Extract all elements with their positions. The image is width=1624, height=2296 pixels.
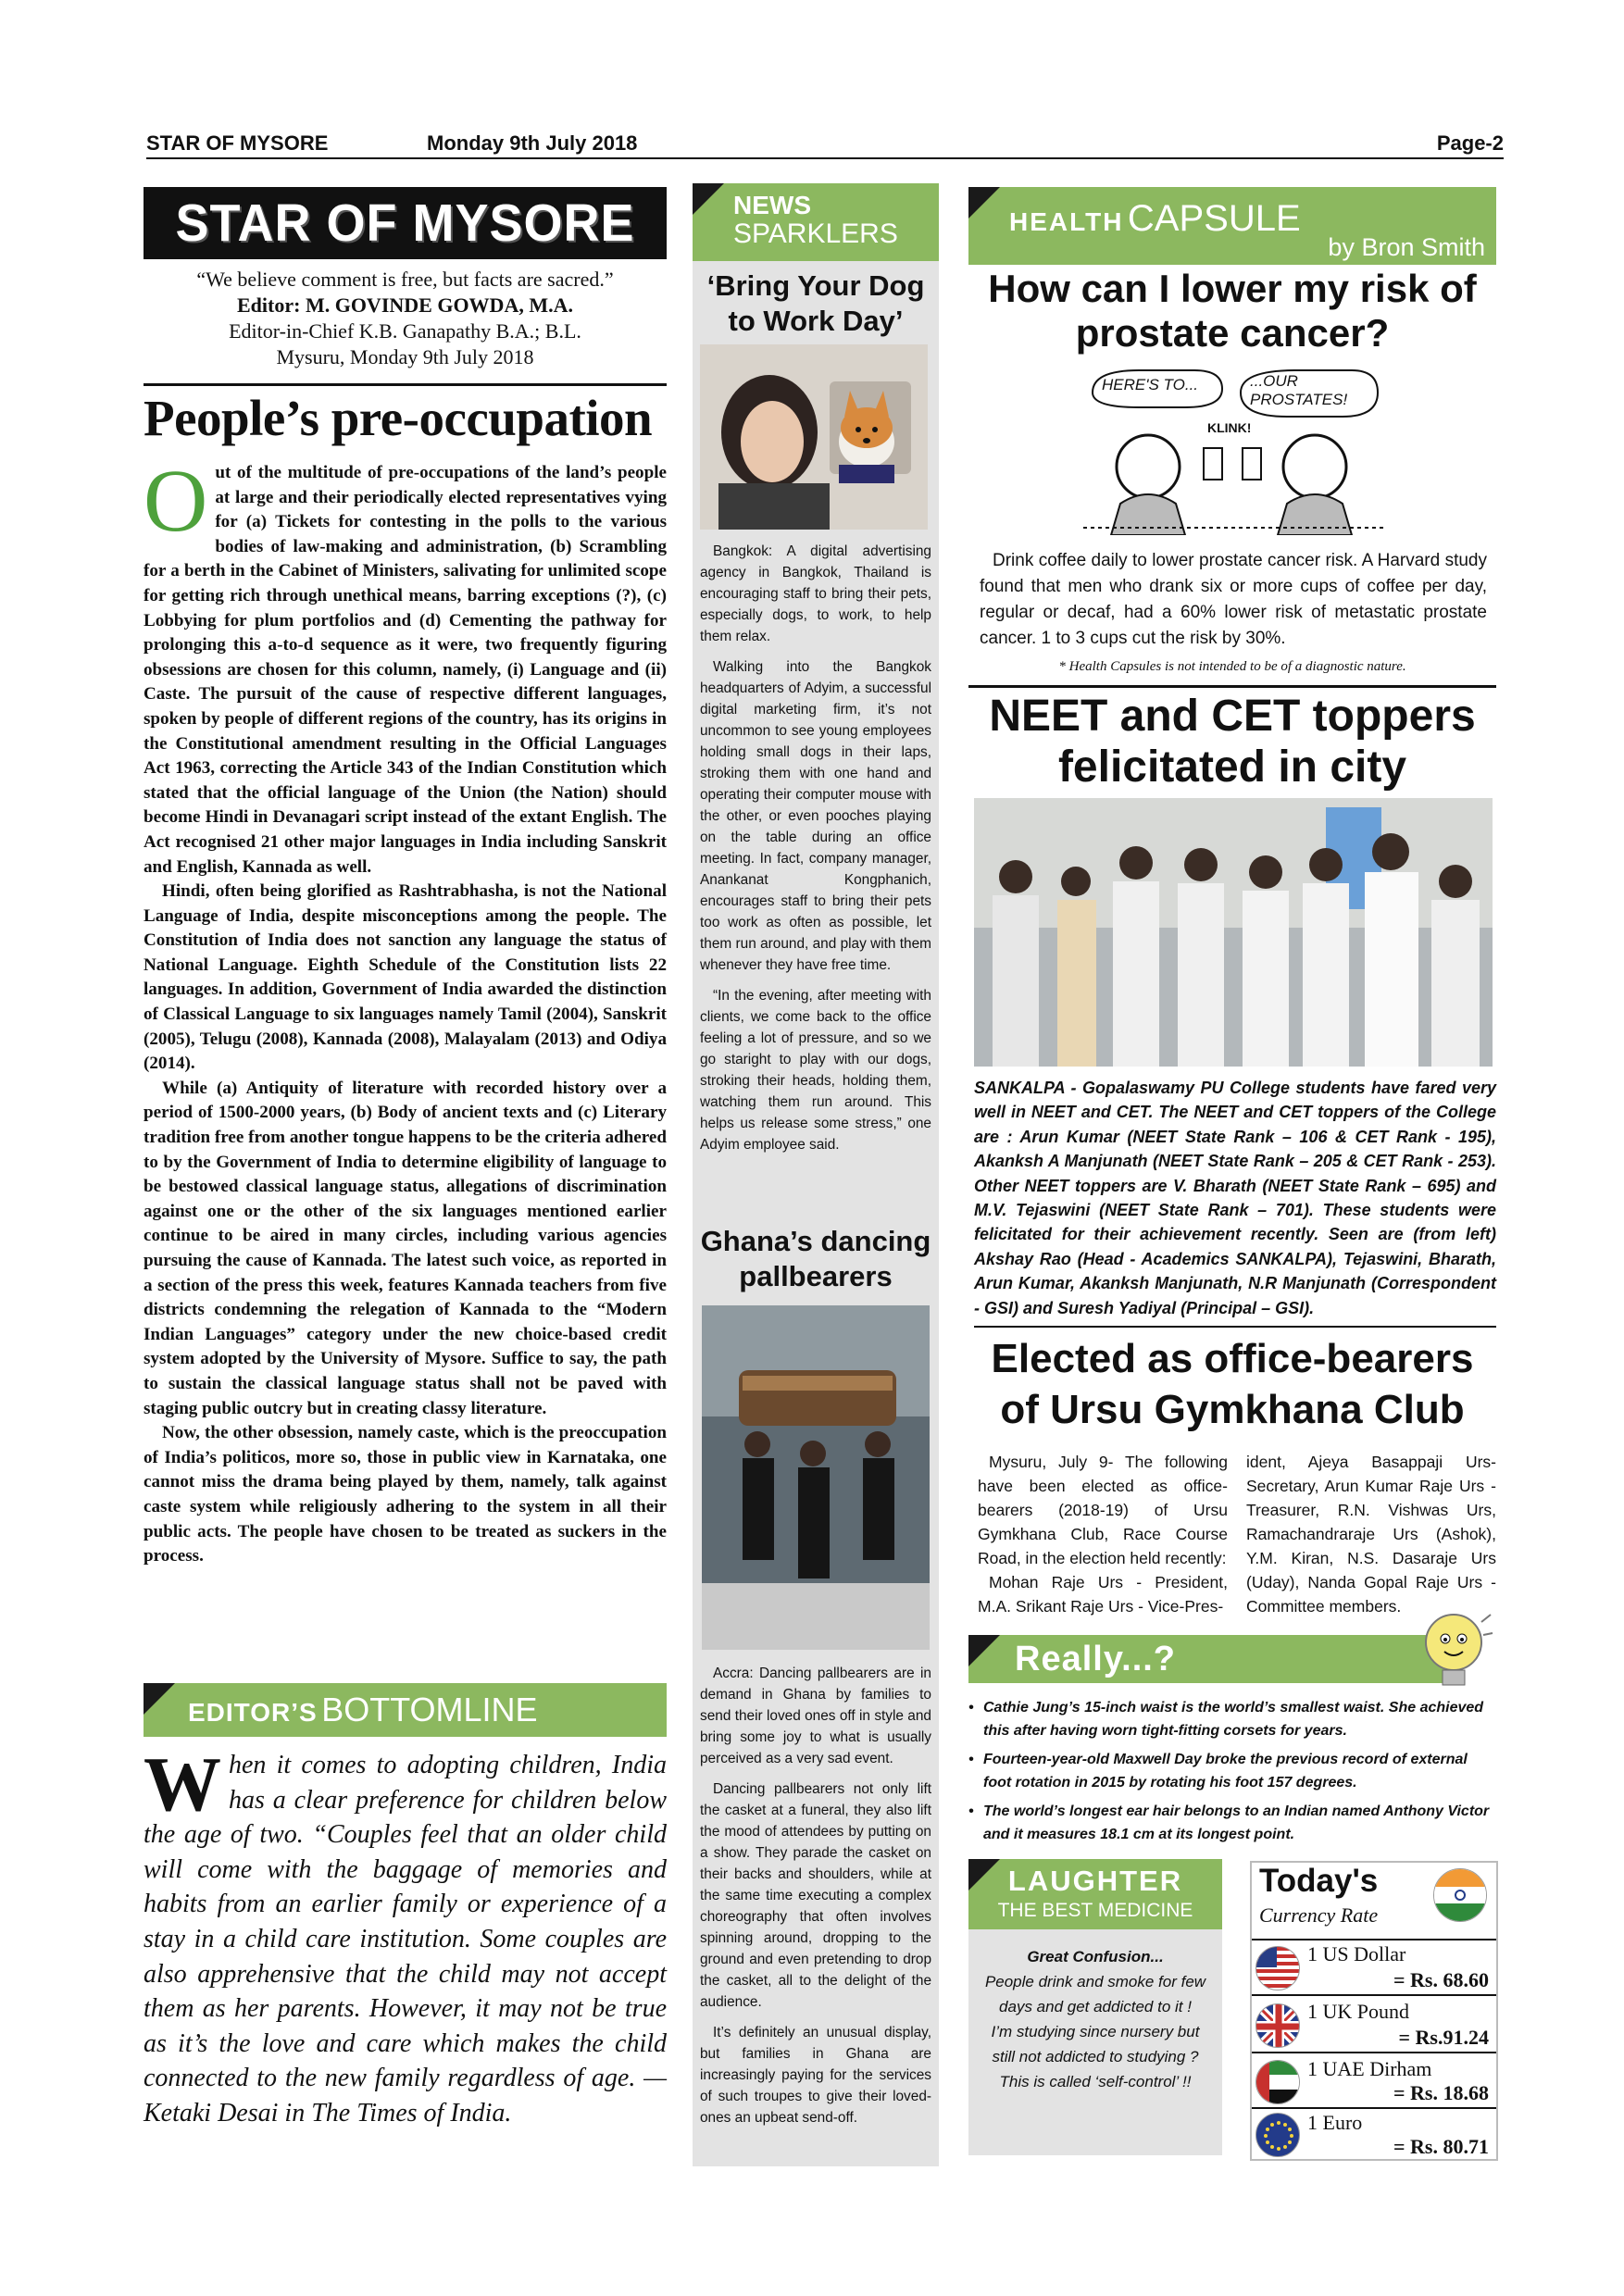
health-byline: by Bron Smith [1328,233,1485,261]
news-label-b: SPARKLERS [733,218,898,249]
bottomline-banner [144,1683,667,1737]
editorial-para-2: Hindi, often being glorified as Rashtrabhasha, is not the National Language of India, despite misconceptions among the people. The Constitution of India does not sanction any language the status of National Language. Eighth Schedule of the Constitution lists 22 languages. In addition, Government of India awarded the distinction of Classical Language to six languages namely Tamil (2004), Sanskrit (2005), Telugu (2008), Kannada (2008), Malayalam (2013) and Odiya (2014). [144,881,667,1074]
dog-para-2: Walking into the Bangkok headquarters of Adyim, a successful digital marketing firm, it’s not uncommon to see young employees holding small dogs in their laps, stroking them with one hand and operating their computer mouse with the other, or even pooches playing on the table during an office meeting. In fact, company manager, Anankanat Kongphanich, encourages staff to bring their pets too work as often as possible, let them run around, and play with them whenever they have free time. [700,659,931,973]
editorial-para-1: ut of the multitude of pre-occupations of the land’s people at large and their periodically elected representatives vying for (a) Tickets for contesting in the polls to the various bodies of law-making and administration, (b) Scrambling for a berth in the Cabinet of Ministers, salivating for unlimited scope for getting rich through unethical means, barring exceptions (?), (c) Lobbying for plum portfolios and (d) Cementing the pathway for prolonging this a-to-d sequence as it were, two frequently figuring obsessions are chosen for this column, namely, (i) Language and (ii) Caste. The pursuit of the cause of respective different languages, spoken by people of different regions of the country, has its origins in the Constitutional amendment resulting in the Official Languages Act 1963, correcting the Article 343 of the Indian Constitution which stated that the official language of the Union (the Nation) should become Hindi in Devanagari script instead of the extant English. The Act recognised 21 other major languages in India including Sanskrit and English, Kannada as well. [144,463,667,877]
health-label-a: HEALTH [1009,207,1124,236]
currency-value: = Rs. 80.71 [1393,2135,1489,2158]
header-date: Monday 9th July 2018 [427,131,638,155]
neet-title: NEET and CET toppers felicitated in city [989,692,1476,792]
pallbearers-photo [702,1305,930,1650]
currency-unit: 1 US Dollar [1307,1942,1406,1965]
currency-value: = Rs. 68.60 [1393,1968,1489,1991]
cartoon-bubble-2: ...OUR PROSTATES! [1250,372,1348,408]
really-item: • Cathie Jung’s 15-inch waist is the world’s smallest waist. She achieved this after having worn tight-fitting corsets for years. [968,1700,1484,1739]
neet-rule [974,1326,1496,1328]
banner-corner [968,187,1000,218]
health-label-b: CAPSULE [1127,198,1301,239]
us-flag-icon [1255,1946,1300,1990]
currency-unit: 1 UK Pound [1307,2000,1410,2023]
news-banner [693,183,939,261]
currency-row [1252,1998,1496,2053]
ursu-col-2: ident, Ajeya Basappaji Urs- Secretary, Arun Kumar Raje Urs - Treasurer, R.N. Vishwas Urs, Ramachandraraje Urs (Ashok), Y.M. Kiran, N.S. Dasaraje Urs (Uday), Nanda Gopal Raje Urs - Committee members. [1246,1453,1496,1616]
currency-row [1252,2055,1496,2109]
currency-row [1252,1940,1496,1996]
bottomline-label-a: EDITOR’S [188,1698,318,1727]
joke-line-2: I’m studying since nursery but still not addicted to studying ? [991,2023,1200,2065]
ghana-story [700,1663,931,2128]
currency-title: Today's [1259,1863,1379,1899]
masthead-info [144,267,667,370]
eu-flag-icon [1255,2113,1300,2157]
currency-row [1252,2111,1496,2159]
bottomline-label-b: BOTTOMLINE [321,1691,538,1728]
really-item: • The world’s longest ear hair belongs to an Indian named Anthony Victor and it measures 18.1 cm at its longest point. [968,1803,1490,1842]
bottomline-body [144,1741,667,2131]
really-banner [968,1635,1450,1683]
laughter-banner [968,1859,1222,1929]
ursu-para-2: Mohan Raje Urs - President, M.A. Srikant Raje Urs - Vice-Pres- [978,1573,1228,1616]
laughter-label-b: THE BEST MEDICINE [997,1900,1193,1921]
joke-title: Great Confusion... [1027,1948,1164,1965]
dog-photo-illustration [700,344,928,530]
health-title: How can I lower my risk of prostate cancer? [988,267,1477,355]
toppers-photo-illustration [974,798,1493,1067]
really-item: • Fourteen-year-old Maxwell Day broke the previous record of external foot rotation in 2015 by rotating his foot 157 degrees. [968,1752,1468,1791]
news-headline-2: Ghana’s dancing pallbearers [700,1225,931,1292]
editorial-para-4: Now, the other obsession, namely caste, which is the preoccupation of India’s politicos, more so, those in public view in Karnataka, one cannot miss the drama being played by them, namely, talk against caste system while religiously adhering to the system in all their public acts. The people have chosen to be treated as suckers in the process. [144,1423,667,1566]
currency-box [1250,1861,1498,2161]
prostate-cartoon [1083,365,1385,535]
header-page: Page-2 [1436,131,1504,155]
laughter-label-a: LAUGHTER [1007,1865,1183,1897]
running-header [146,131,1504,159]
banner-corner [968,1635,1000,1666]
joke-line-1: People drink and smoke for few days and get addicted to it ! [984,1973,1206,2015]
dog-para-3: “In the evening, after meeting with clients, we come back to the office feeling a lot of pressure, and so we go staright to play with our dogs, stroking their heads, holding them, watching them run around. This helps us release some stress,” one Adyim employee said. [700,988,931,1153]
news-label-a: NEWS [733,191,811,219]
currency-value: = Rs.91.24 [1398,2026,1489,2049]
banner-corner [693,183,724,215]
lightbulb-icon [1417,1607,1494,1696]
masthead-rule [144,383,667,386]
cartoon-bubble-1: HERE'S TO... [1102,376,1199,393]
editorial-dropcap: O [144,451,208,550]
masthead-editor: Editor: M. GOVINDE GOWDA, M.A. [237,293,573,317]
currency-unit: 1 UAE Dirham [1307,2057,1432,2080]
editorial-para-3: While (a) Antiquity of literature with recorded history over a period of 1500-2000 years, (b) Body of ancient texts and (c) Literary tradition free from another tongue happens to be the criteria adhered to by the Government of India to determine eligibility of language to be bestowed classical language status, allegations of discrimination against one or the other of the six languages mentioned earlier continue to be aired in many circles, including various agencies pursuing the cause of Kannada. The latest such voice, as reported in a section of the press this week, features Kannada teachers from five districts condemning the relegation of Kannada to the “Modern Indian Languages” category under the new choice-based credit system adopted by the University of Mysore. Suffice to say, the path to sustain the classical language status shall not be paved with staging public outcry but in creating classy literature. [144,1078,667,1418]
toppers-photo [974,798,1493,1067]
masthead-logo: STAR OF MYSORE [144,187,667,259]
laughter-joke [978,1944,1213,2094]
health-banner [968,187,1496,265]
dog-photo [700,344,928,530]
toppers-caption: SANKALPA - Gopalaswamy PU College students have fared very well in NEET and CET. The NEET and CET toppers of the College are : Arun Kumar (NEET State Rank – 106 & CET Rank - 195), Akanksh A Manjunath (NEET State Rank – 205 & CET Rank - 253). Other NEET toppers are V. Bharath (NEET State Rank – 695) and M.V. Tejaswini (NEET State Rank – 701). These students were felicitated for their achievement recently. Seen are (from left) Akshay Rao (Head - Academics SANKALPA), Tejaswini, Bharath, Arun Kumar, Akanksh Manjunath, N.R Manjunath (Correspondent - GSI) and Suresh Yadiyal (Principal – GSI). [974,1079,1496,1317]
masthead-place: Mysuru, Monday 9th July 2018 [276,345,534,368]
ursu-title: Elected as office-bearers of Ursu Gymkhana Club [991,1336,1474,1432]
dog-story [700,541,931,1155]
health-note: * Health Capsules is not intended to be of a diagnostic nature. [1058,659,1406,674]
health-rule [968,685,1496,688]
currency-unit: 1 Euro [1307,2111,1363,2134]
india-flag-icon [1433,1868,1487,1922]
really-list [968,1696,1496,1846]
bottomline-dropcap: W [144,1741,221,1828]
news-headline-1: ‘Bring Your Dog to Work Day’ [706,269,925,337]
banner-corner [144,1683,175,1715]
health-text: Drink coffee daily to lower prostate cancer risk. A Harvard study found that men who drank six or more cups of coffee per day, regular or decaf, had a 60% lower risk of metastatic prostate cancer. 1 to 3 cups cut the risk by 30%. [980,551,1487,648]
editorial-title: People’s pre-occupation [144,390,653,446]
ghana-para-1: Accra: Dancing pallbearers are in demand in Ghana by families to send their loved ones off in style and bring some joy to what is usually perceived as a very sad event. [700,1666,931,1766]
ghana-para-3: It’s definitely an unusual display, but families in Ghana are increasingly paying for the services of such troupes to give their loved-ones an upbeat send-off. [700,2025,931,2126]
joke-line-3: This is called ‘self-control’ !! [999,2073,1192,2090]
really-label: Really...? [1015,1640,1177,1678]
cartoon-klink: KLINK! [1207,420,1252,435]
ghana-para-2: Dancing pallbearers not only lift the casket at a funeral, they also lift the mood of attendees by putting on a show. They parade the casket on their backs and shoulders, while at the same time executing a complex choreography that often involves spinning around, dropping to the ground and even pretending to drop the casket, all to the delight of the audience. [700,1781,931,2010]
ursu-para-1: Mysuru, July 9- The following have been elected as office-bearers (2018-19) of Ursu Gymkhana Club, Race Course Road, in the election held recently: [978,1453,1228,1567]
masthead-quote: “We believe comment is free, but facts are sacred.” [196,268,614,291]
ursu-col-1 [978,1450,1228,1618]
currency-value: = Rs. 18.68 [1393,2081,1489,2104]
masthead-chief: Editor-in-Chief K.B. Ganapathy B.A.; B.L. [229,319,581,343]
header-paper: STAR OF MYSORE [146,131,329,155]
pallbearers-illustration [702,1305,930,1650]
uae-flag-icon [1255,2060,1300,2104]
editorial-body [144,451,667,1569]
currency-subtitle: Currency Rate [1259,1903,1379,1927]
bottomline-text: hen it comes to adopting children, India has a clear preference for children below the age of two. “Couples feel that an older child will come with the baggage of memories and habits from an earlier family or experience of a stay in a child care institution. Some couples are also apprehensive that the child may not accept them as her parents. However, it may not be true as it’s the love and care which makes the child connected to the new family regardless of age. — Ketaki Desai in The Times of India. [144,1751,667,2128]
dog-para-1: Bangkok: A digital advertising agency in Bangkok, Thailand is encouraging staff to bring their pets, especially dogs, to work, to help them relax. [700,543,931,644]
uk-flag-icon [1255,2003,1300,2048]
